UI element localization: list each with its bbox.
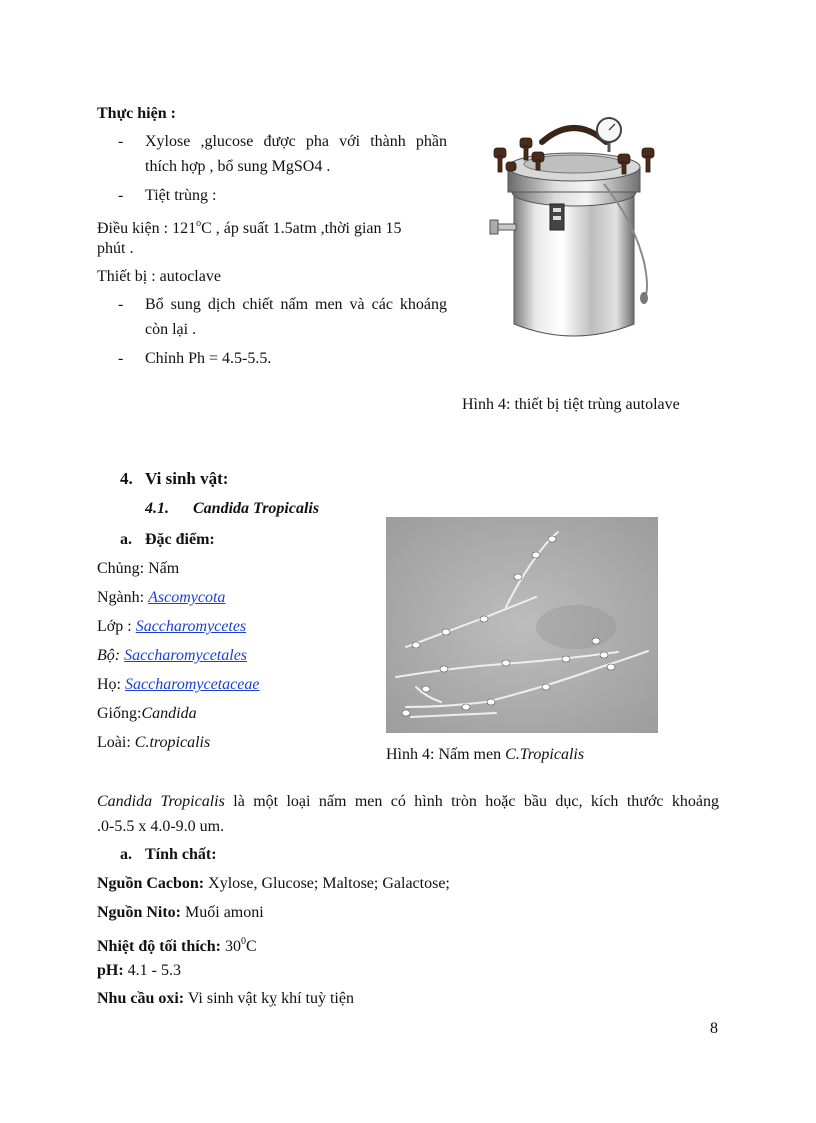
ph-value: 4.1 - 5.3 — [123, 962, 181, 979]
bullet-dash: - — [118, 350, 124, 367]
bullet-dash: - — [118, 133, 124, 150]
prop-ph — [97, 961, 181, 981]
prop-oxygen — [97, 989, 354, 1009]
prop-temperature — [97, 932, 257, 957]
temperature-unit: C — [246, 938, 257, 955]
family-link[interactable]: Saccharomycetaceae — [125, 676, 260, 693]
bullet-3-line-1: Bổ sung dịch chiết nấm men và các khoáng — [145, 296, 447, 313]
taxonomy-order — [97, 646, 247, 666]
class-label: Lớp : — [97, 618, 136, 635]
figure-caption-candida — [386, 745, 584, 765]
genus-label: Giống: — [97, 705, 142, 722]
condition-line-1 — [97, 214, 447, 239]
order-link[interactable]: Saccharomycetales — [124, 647, 248, 664]
bullet-4: Chỉnh Ph = 4.5-5.5. — [145, 350, 272, 367]
nitrogen-label: Nguồn Nito: — [97, 904, 182, 921]
bullet-1-line-1: Xylose ,glucose được pha với thành phần — [145, 133, 447, 150]
bullet-1-line-2: thích hợp , bổ sung MgSO4 . — [145, 158, 331, 175]
figure-caption-autoclave: Hình 4: thiết bị tiệt trùng autolave — [462, 396, 680, 413]
taxonomy-genus — [97, 704, 197, 724]
temperature-sup: 0 — [241, 936, 246, 947]
nitrogen-value: Muối amoni — [181, 904, 264, 921]
class-link[interactable]: Saccharomycetes — [135, 618, 247, 635]
taxonomy-family — [97, 675, 259, 695]
temperature-label: Nhiệt độ tối thích: — [97, 938, 221, 955]
section-heading: Vi sinh vật: — [145, 469, 229, 488]
condition-suffix: C , áp suất 1.5atm ,thời gian 15 — [201, 220, 402, 237]
candida-micrograph-image — [386, 517, 658, 733]
oxygen-label: Nhu cầu oxi: — [97, 990, 185, 1007]
oxygen-value: Vi sinh vật kỵ khí tuỳ tiện — [184, 990, 354, 1007]
section-number: 4. — [120, 469, 133, 488]
species-label: Loài: — [97, 734, 135, 751]
taxonomy-species — [97, 733, 210, 753]
description-rest: là một loại nấm men có hình tròn hoặc bầu dục, kích thước khoảng — [224, 793, 720, 810]
characteristics-heading: Đặc điểm: — [145, 531, 215, 548]
heading-thuc-hien: Thực hiện : — [97, 105, 176, 122]
carbon-value: Xylose, Glucose; Maltose; Galactose; — [204, 875, 450, 892]
kingdom-label: Chủng: — [97, 560, 149, 577]
description-line-1 — [97, 792, 719, 812]
page-number: 8 — [710, 1020, 718, 1037]
autoclave-image — [484, 112, 664, 348]
taxonomy-kingdom — [97, 559, 179, 579]
phylum-label: Ngành: — [97, 589, 149, 606]
carbon-label: Nguồn Cacbon: — [97, 875, 205, 892]
temperature-value: 30 — [221, 938, 241, 955]
bullet-dash: - — [118, 296, 124, 313]
list-label-a2: a. — [120, 846, 132, 863]
condition-line-2: phút . — [97, 240, 134, 257]
ph-label: pH: — [97, 962, 124, 979]
prop-nitrogen — [97, 903, 264, 923]
condition-prefix: Điều kiện : 121 — [97, 220, 197, 237]
prop-carbon — [97, 874, 450, 894]
family-label: Họ: — [97, 676, 125, 693]
subsection-title: Candida Tropicalis — [193, 500, 320, 517]
bullet-3-line-2: còn lại . — [145, 321, 197, 338]
subsection-number: 4.1. — [145, 500, 169, 517]
list-label-a: a. — [120, 531, 132, 548]
description-line-2: .0-5.5 x 4.0-9.0 um. — [97, 818, 225, 835]
degree-symbol: o — [196, 218, 202, 229]
device-line: Thiết bị : autoclave — [97, 268, 221, 285]
properties-heading: Tính chất: — [145, 846, 217, 863]
order-label: Bộ: — [97, 647, 125, 664]
kingdom-value: Nấm — [148, 560, 180, 577]
caption-italic: C.Tropicalis — [505, 746, 585, 763]
genus-value: Candida — [141, 705, 197, 722]
taxonomy-class — [97, 617, 246, 637]
taxonomy-phylum — [97, 588, 225, 608]
species-value: C.tropicalis — [134, 734, 211, 751]
caption-prefix: Hình 4: Nấm men — [386, 746, 506, 763]
bullet-dash: - — [118, 187, 124, 204]
bullet-2: Tiệt trùng : — [145, 187, 217, 204]
phylum-link[interactable]: Ascomycota — [148, 589, 226, 606]
description-species: Candida Tropicalis — [97, 793, 225, 810]
